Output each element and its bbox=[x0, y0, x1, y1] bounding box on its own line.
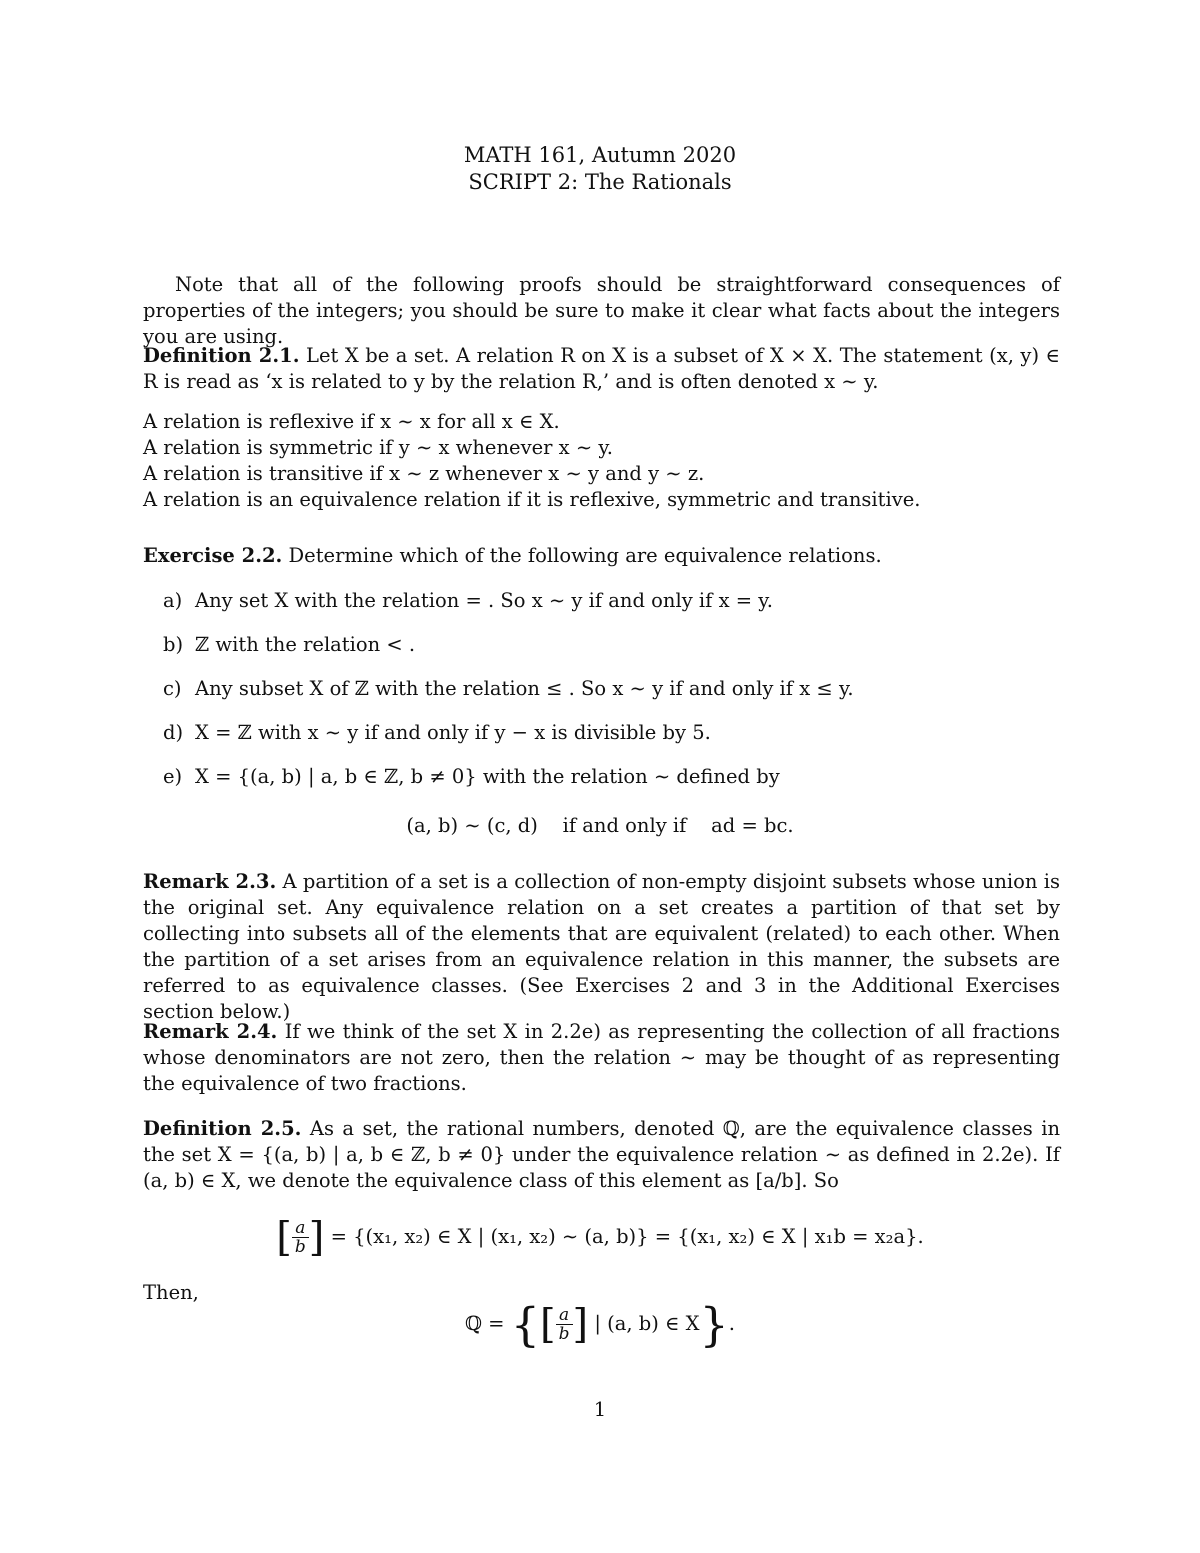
item-label: a) bbox=[163, 589, 183, 612]
remark-label: Remark 2.4. bbox=[143, 1020, 278, 1043]
remark-2-3 bbox=[143, 869, 1060, 1025]
equivalence-line: A relation is an equivalence relation if it is reflexive, symmetric and transitive. bbox=[143, 488, 921, 511]
display-equation-rationals bbox=[0, 1296, 1200, 1353]
page-number: 1 bbox=[593, 1398, 607, 1421]
exercise-item-d bbox=[163, 720, 1060, 746]
relation-properties bbox=[143, 409, 1060, 513]
right-bracket: ] bbox=[572, 1301, 589, 1348]
right-brace: } bbox=[699, 1297, 729, 1352]
rationals-condition: | (a, b) ∈ X bbox=[594, 1312, 700, 1335]
transitive-line: A relation is transitive if x ∼ z whenever x ∼ y and y ∼ z. bbox=[143, 462, 705, 485]
item-label: c) bbox=[163, 677, 182, 700]
exercise-item-e bbox=[163, 764, 1060, 790]
definition-2-1 bbox=[143, 343, 1060, 395]
remark-text: If we think of the set X in 2.2e) as representing the collection of all fractions whose denominators are not zero, then the relation ∼ may be thought of as representing the equivalence of two fractions. bbox=[143, 1020, 1060, 1095]
left-brace: { bbox=[510, 1297, 540, 1352]
exercise-text: Determine which of the following are equivalence relations. bbox=[288, 544, 882, 567]
reflexive-line: A relation is reflexive if x ∼ x for all x ∈ X. bbox=[143, 410, 560, 433]
left-bracket: [ bbox=[540, 1301, 556, 1348]
fraction-numerator: a bbox=[556, 1306, 573, 1325]
exercise-label: Exercise 2.2. bbox=[143, 544, 283, 567]
exercise-item-c bbox=[163, 676, 1060, 702]
rationals-lhs: ℚ = bbox=[464, 1312, 505, 1335]
item-text: Any subset X of ℤ with the relation ≤ . So x ∼ y if and only if x ≤ y. bbox=[195, 677, 854, 700]
equation-rhs: = {(x₁, x₂) ∈ X | (x₁, x₂) ∼ (a, b)} = {(x₁, x₂) ∈ X | x₁b = x₂a}. bbox=[330, 1225, 924, 1248]
exercise-item-a bbox=[163, 588, 1060, 614]
definition-text: As a set, the rational numbers, denoted ℚ, are the equivalence classes in the set X = {(a, b) | a, b ∈ ℤ, b ≠ 0} under the equivalence relation ∼ as defined in 2.2e). If (a, b) ∈ X, we denote the equivalence class of this element as [a/b]. So bbox=[143, 1117, 1061, 1192]
remark-label: Remark 2.3. bbox=[143, 870, 277, 893]
right-bracket: ] bbox=[308, 1214, 325, 1261]
fraction bbox=[556, 1306, 573, 1343]
item-text: ℤ with the relation < . bbox=[195, 633, 416, 656]
course-title: MATH 161, Autumn 2020 bbox=[463, 143, 737, 167]
fraction-numerator: a bbox=[292, 1219, 309, 1238]
remark-text: A partition of a set is a collection of non-empty disjoint subsets whose union is the original set. Any equivalence relation on a set creates a partition of that set by collecting into subsets all of the elements that are equivalent (related) to each other. When the partition of a set arises from an equivalence relation in this manner, the subsets are referred to as equivalence classes. (See Exercises 2 and 3 in the Additional Exercises section below.) bbox=[143, 870, 1060, 1023]
item-label: d) bbox=[163, 721, 184, 744]
display-equation-class bbox=[0, 1212, 1200, 1263]
script-title: SCRIPT 2: The Rationals bbox=[468, 170, 732, 194]
item-text: X = ℤ with x ∼ y if and only if y − x is divisible by 5. bbox=[195, 721, 711, 744]
definition-label: Definition 2.1. bbox=[143, 344, 300, 367]
display-equation-relation: (a, b) ∼ (c, d) if and only if ad = bc. bbox=[406, 814, 794, 837]
intro-paragraph: Note that all of the following proofs should be straightforward consequences of properties of the integers; you should be sure to make it clear what facts about the integers you are using. bbox=[143, 273, 1060, 348]
item-label: e) bbox=[163, 765, 183, 788]
item-text: X = {(a, b) | a, b ∈ ℤ, b ≠ 0} with the relation ∼ defined by bbox=[195, 765, 780, 788]
rationals-period: . bbox=[728, 1312, 735, 1335]
definition-text: Let X be a set. A relation R on X is a subset of X × X. The statement (x, y) ∈ R is read as ‘x is related to y by the relation R,’ and is often denoted x ∼ y. bbox=[143, 344, 1060, 393]
definition-2-5 bbox=[143, 1116, 1060, 1194]
exercise-2-2 bbox=[143, 543, 1060, 569]
then-text: Then, bbox=[143, 1281, 199, 1304]
fraction bbox=[292, 1219, 309, 1256]
fraction-denominator: b bbox=[294, 1237, 306, 1257]
exercise-item-b bbox=[163, 632, 1060, 658]
definition-label: Definition 2.5. bbox=[143, 1117, 302, 1140]
left-bracket: [ bbox=[276, 1214, 292, 1261]
item-label: b) bbox=[163, 633, 184, 656]
remark-2-4 bbox=[143, 1019, 1060, 1097]
item-text: Any set X with the relation = . So x ∼ y if and only if x = y. bbox=[195, 589, 773, 612]
symmetric-line: A relation is symmetric if y ∼ x whenever x ∼ y. bbox=[143, 436, 613, 459]
fraction-denominator: b bbox=[558, 1324, 570, 1344]
